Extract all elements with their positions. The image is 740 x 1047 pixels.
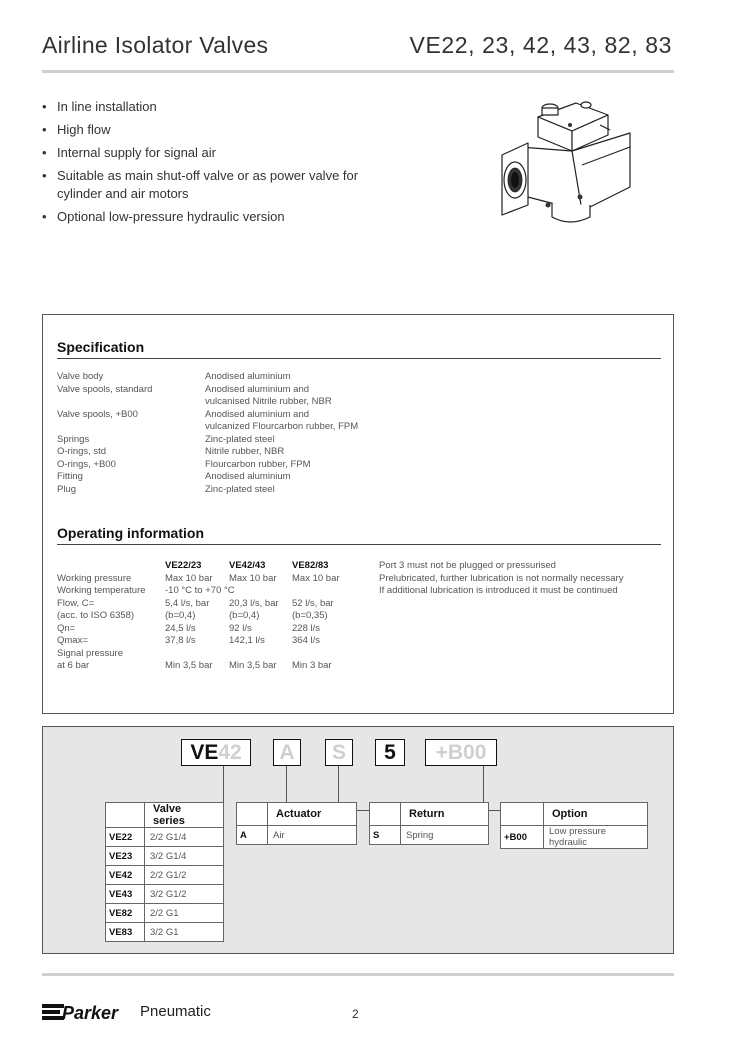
feature-item: • Optional low-pressure hydraulic version: [42, 208, 402, 226]
op-label: Working temperature: [57, 585, 146, 596]
op-value: (b=0,35): [292, 610, 328, 621]
note: Port 3 must not be plugged or pressurised: [379, 560, 556, 571]
op-value: 37,8 l/s: [165, 635, 196, 646]
spec-key: O-rings, std: [57, 446, 107, 457]
table-heading: Return: [401, 803, 489, 826]
table-row: [106, 904, 224, 923]
desc-cell: 2/2 G1/2: [145, 866, 224, 885]
table-row: [501, 826, 648, 849]
op-value: 20,3 l/s, bar: [229, 597, 279, 609]
code-cell: VE22: [106, 828, 145, 847]
operating-column-ve42: [229, 573, 291, 673]
op-label: Flow, C=: [57, 597, 95, 609]
spec-key: Valve body: [57, 371, 104, 382]
specification-table: [57, 371, 637, 501]
spec-key: Plug: [57, 483, 77, 495]
op-label: (acc. to ISO 6358): [57, 610, 135, 621]
op-value: 228 l/s: [292, 622, 320, 634]
footer-divider: [42, 973, 674, 976]
table-row: [106, 885, 224, 904]
model-numbers: VE22, 23, 42, 43, 82, 83: [409, 32, 672, 58]
code-box-series: [181, 739, 251, 766]
desc-cell: 3/2 G1/4: [145, 847, 224, 866]
op-value: 52 l/s, bar: [292, 597, 334, 609]
spec-value: Nitrile rubber, NBR: [205, 446, 285, 457]
option-table: [500, 802, 648, 849]
operating-notes: [379, 560, 657, 598]
table-heading: Option: [544, 803, 648, 826]
desc-cell: 3/2 G1: [145, 923, 224, 942]
op-value: Max 10 bar: [292, 572, 340, 584]
table-row: [370, 826, 489, 845]
section-divider: [57, 358, 661, 359]
desc-cell: Air: [268, 826, 357, 845]
code-box-fixed: [375, 739, 405, 766]
op-value: 364 l/s: [292, 635, 320, 646]
spec-value: vulcanized Flourcarbon rubber, FPM: [205, 421, 359, 432]
code-cell: +B00: [501, 826, 544, 849]
desc-cell: Low pressure hydraulic: [544, 826, 648, 849]
spec-value: Anodised aluminium: [205, 471, 291, 482]
page-title: Airline Isolator Valves: [42, 32, 269, 58]
header-divider: [42, 70, 674, 73]
op-value: [292, 648, 372, 661]
spec-value: Anodised aluminium and: [205, 383, 310, 395]
spec-key: Springs: [57, 433, 90, 445]
spec-value: Flourcarbon rubber, FPM: [205, 458, 311, 470]
column-header: VE42/43: [229, 560, 266, 571]
logo-text: Parker: [62, 1003, 119, 1023]
code-box-actuator: [273, 739, 301, 766]
op-value: [292, 585, 372, 598]
feature-item: • High flow: [42, 121, 402, 139]
code-cell: VE23: [106, 847, 145, 866]
spec-value: vulcanised Nitrile rubber, NBR: [205, 396, 332, 407]
spec-key: Valve spools, standard: [57, 383, 153, 395]
note: Prelubricated, further lubrication is not normally necessary: [379, 572, 624, 584]
return-table: [369, 802, 489, 845]
operating-table: [57, 560, 657, 680]
spec-value: Zinc-plated steel: [205, 433, 275, 445]
op-value: 24,5 l/s: [165, 622, 196, 634]
code-box-option: [425, 739, 497, 766]
note: If additional lubrication is introduced it must be continued: [379, 585, 618, 596]
op-value: 5,4 l/s, bar: [165, 597, 210, 609]
op-value: Min 3,5 bar: [165, 660, 213, 671]
spec-value: Zinc-plated steel: [205, 483, 275, 495]
code-cell: VE83: [106, 923, 145, 942]
code-prefix: VE: [190, 741, 219, 764]
spec-key: O-rings, +B00: [57, 458, 116, 470]
op-value: (b=0,4): [229, 610, 260, 621]
code-fixed: 5: [384, 741, 396, 764]
code-box-return: [325, 739, 353, 766]
op-value: Min 3,5 bar: [229, 660, 277, 671]
code-option: +B00: [435, 741, 487, 764]
table-heading: Valve series: [145, 803, 224, 828]
op-value: [229, 648, 291, 661]
spec-value: Anodised aluminium: [205, 371, 291, 382]
op-label: at 6 bar: [57, 660, 90, 671]
specification-heading: Specification: [57, 339, 145, 355]
operating-column-ve22: [165, 572, 235, 673]
desc-cell: 2/2 G1/4: [145, 828, 224, 847]
operating-column-ve82: [292, 573, 372, 673]
op-value: 92 l/s: [229, 622, 252, 634]
code-cell: VE42: [106, 866, 145, 885]
code-cell: VE82: [106, 904, 145, 923]
code-cell: VE43: [106, 885, 145, 904]
spec-key: Valve spools, +B00: [57, 408, 138, 420]
table-row: [106, 923, 224, 942]
ordering-panel: [42, 726, 674, 954]
op-label: Qmax=: [57, 635, 88, 646]
code-actuator: A: [279, 741, 295, 764]
actuator-table: [236, 802, 357, 845]
valve-series-table: [105, 802, 224, 942]
op-value: [229, 585, 291, 598]
table-row: [106, 866, 224, 885]
desc-cell: Spring: [401, 826, 489, 845]
op-label: Signal pressure: [57, 647, 124, 659]
code-series: 42: [218, 741, 242, 764]
feature-item: • Suitable as main shut-off valve or as power valve for cylinder and air motors: [42, 167, 402, 203]
op-label: Qn=: [57, 622, 76, 634]
table-heading: Actuator: [268, 803, 357, 826]
operating-heading: Operating information: [57, 525, 204, 541]
desc-cell: 2/2 G1: [145, 904, 224, 923]
spec-key: Fitting: [57, 471, 83, 482]
code-cell: A: [237, 826, 268, 845]
op-label: Working pressure: [57, 572, 132, 584]
feature-list: [42, 98, 402, 231]
table-row: [106, 828, 224, 847]
column-header: VE22/23: [165, 560, 202, 571]
brand-name: Pneumatic: [140, 1003, 211, 1020]
code-return: S: [331, 741, 346, 764]
valve-illustration: [490, 95, 640, 235]
section-divider: [57, 544, 661, 545]
op-value: Max 10 bar: [229, 572, 277, 584]
spec-value: Anodised aluminium and: [205, 408, 310, 420]
parker-logo: [42, 1000, 136, 1024]
page-number: 2: [352, 1007, 359, 1021]
table-row: [106, 847, 224, 866]
code-cell: S: [370, 826, 401, 845]
table-row: [237, 826, 357, 845]
operating-labels: [57, 573, 163, 673]
op-value: Min 3 bar: [292, 660, 332, 671]
feature-item: • Internal supply for signal air: [42, 144, 402, 162]
op-value: Max 10 bar: [165, 572, 213, 584]
column-header: VE82/83: [292, 560, 329, 571]
op-value: 142,1 l/s: [229, 635, 265, 646]
op-value: -10 °C to +70 °C: [165, 585, 235, 596]
op-value: [165, 648, 229, 661]
specification-panel: [42, 314, 674, 714]
feature-item: • In line installation: [42, 98, 402, 116]
op-value: (b=0,4): [165, 610, 196, 621]
desc-cell: 3/2 G1/2: [145, 885, 224, 904]
